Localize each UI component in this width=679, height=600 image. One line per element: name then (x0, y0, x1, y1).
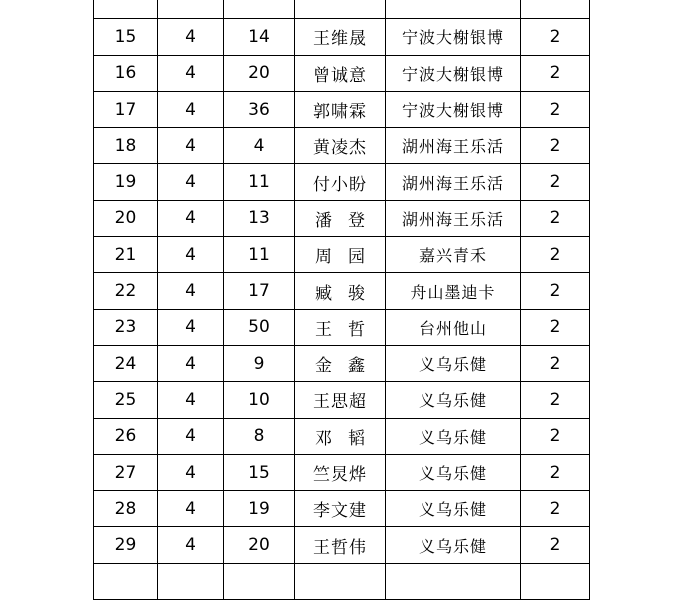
cell-bib-number: 17 (224, 273, 295, 309)
cell-count: 2 (521, 55, 590, 91)
table-row (94, 91, 590, 127)
cell-bib-number: 36 (224, 91, 295, 127)
cell-player-name: 王维晟 (295, 19, 386, 55)
cell-group: 4 (158, 345, 224, 381)
cell-count: 2 (521, 418, 590, 454)
cell-team-name: 湖州海王乐活 (386, 200, 521, 236)
cell-group: 4 (158, 382, 224, 418)
cell-count: 2 (521, 527, 590, 563)
cell-count: 2 (521, 382, 590, 418)
cell-player-name: 曾诚意 (295, 55, 386, 91)
cell-group: 4 (158, 527, 224, 563)
cell-row-number: 17 (94, 91, 158, 127)
cell-empty (224, 0, 295, 19)
cell-team-name: 宁波大榭银博 (386, 91, 521, 127)
cell-player-name (295, 237, 386, 273)
table-row (94, 527, 590, 563)
table-row (94, 55, 590, 91)
cell-count: 2 (521, 273, 590, 309)
cell-group: 4 (158, 128, 224, 164)
cell-count: 2 (521, 345, 590, 381)
cell-team-name: 义乌乐健 (386, 491, 521, 527)
cell-row-number: 16 (94, 55, 158, 91)
cell-bib-number: 10 (224, 382, 295, 418)
table-row (94, 164, 590, 200)
cell-count: 2 (521, 491, 590, 527)
cell-empty (386, 563, 521, 599)
cell-empty (295, 0, 386, 19)
table-row (94, 273, 590, 309)
cell-group: 4 (158, 164, 224, 200)
cell-team-name: 义乌乐健 (386, 345, 521, 381)
cell-empty (94, 563, 158, 599)
cell-row-number: 27 (94, 454, 158, 490)
cell-count: 2 (521, 128, 590, 164)
cell-team-name: 湖州海王乐活 (386, 128, 521, 164)
cell-bib-number: 20 (224, 55, 295, 91)
cell-empty (94, 0, 158, 19)
cell-bib-number: 11 (224, 237, 295, 273)
cell-player-name: 王哲伟 (295, 527, 386, 563)
roster-table (93, 0, 590, 600)
table-row (94, 19, 590, 55)
cell-row-number: 23 (94, 309, 158, 345)
cell-bib-number: 50 (224, 309, 295, 345)
cell-player-name: 竺炅烨 (295, 454, 386, 490)
cell-team-name: 湖州海王乐活 (386, 164, 521, 200)
cell-team-name: 宁波大榭银博 (386, 55, 521, 91)
cell-group: 4 (158, 273, 224, 309)
spaced-name-text: 潘登 (315, 210, 381, 231)
table-row (94, 491, 590, 527)
cell-player-name (295, 418, 386, 454)
cell-empty (521, 0, 590, 19)
cell-bib-number: 9 (224, 345, 295, 381)
cell-player-name: 黄凌杰 (295, 128, 386, 164)
cell-row-number: 21 (94, 237, 158, 273)
cell-row-number: 18 (94, 128, 158, 164)
cell-bib-number: 11 (224, 164, 295, 200)
cell-row-number: 24 (94, 345, 158, 381)
spaced-name-text: 王哲 (315, 319, 381, 340)
cell-count: 2 (521, 19, 590, 55)
cell-player-name: 李文建 (295, 491, 386, 527)
cell-count: 2 (521, 164, 590, 200)
cell-team-name: 舟山墨迪卡 (386, 273, 521, 309)
cell-group: 4 (158, 309, 224, 345)
spaced-name-text: 金鑫 (315, 356, 381, 377)
cell-group: 4 (158, 55, 224, 91)
cell-player-name (295, 345, 386, 381)
cell-count: 2 (521, 237, 590, 273)
table-row (94, 345, 590, 381)
cell-bib-number: 19 (224, 491, 295, 527)
cell-count: 2 (521, 454, 590, 490)
cell-group: 4 (158, 418, 224, 454)
cell-player-name (295, 273, 386, 309)
cell-player-name (295, 309, 386, 345)
cell-bib-number: 20 (224, 527, 295, 563)
cell-row-number: 29 (94, 527, 158, 563)
cell-empty (521, 563, 590, 599)
cell-row-number: 20 (94, 200, 158, 236)
cell-bib-number: 15 (224, 454, 295, 490)
cell-bib-number: 13 (224, 200, 295, 236)
cell-group: 4 (158, 454, 224, 490)
cell-row-number: 25 (94, 382, 158, 418)
cell-group: 4 (158, 200, 224, 236)
cell-bib-number: 4 (224, 128, 295, 164)
roster-table-body (94, 0, 590, 600)
cell-empty (386, 0, 521, 19)
cell-empty (295, 563, 386, 599)
cell-player-name (295, 200, 386, 236)
spaced-name-text: 周园 (315, 247, 381, 268)
top-cropped-row (94, 0, 590, 19)
cell-group: 4 (158, 19, 224, 55)
cell-bib-number: 14 (224, 19, 295, 55)
cell-team-name: 台州他山 (386, 309, 521, 345)
cell-count: 2 (521, 200, 590, 236)
cell-empty (158, 563, 224, 599)
table-row (94, 237, 590, 273)
cell-count: 2 (521, 91, 590, 127)
cell-team-name: 义乌乐健 (386, 527, 521, 563)
cell-group: 4 (158, 491, 224, 527)
cell-team-name: 义乌乐健 (386, 382, 521, 418)
table-row (94, 382, 590, 418)
cell-count: 2 (521, 309, 590, 345)
cell-team-name: 嘉兴青禾 (386, 237, 521, 273)
cell-team-name: 义乌乐健 (386, 418, 521, 454)
cell-row-number: 28 (94, 491, 158, 527)
cell-team-name: 义乌乐健 (386, 454, 521, 490)
cell-empty (224, 563, 295, 599)
cell-team-name: 宁波大榭银博 (386, 19, 521, 55)
cell-player-name: 王思超 (295, 382, 386, 418)
cell-group: 4 (158, 91, 224, 127)
cell-row-number: 26 (94, 418, 158, 454)
table-row (94, 128, 590, 164)
table-row (94, 309, 590, 345)
cell-bib-number: 8 (224, 418, 295, 454)
cell-player-name: 郭啸霖 (295, 91, 386, 127)
table-row (94, 454, 590, 490)
table-row (94, 200, 590, 236)
cell-empty (158, 0, 224, 19)
spaced-name-text: 邓韬 (315, 428, 381, 449)
bottom-cropped-row (94, 563, 590, 599)
cell-player-name: 付小盼 (295, 164, 386, 200)
cell-row-number: 22 (94, 273, 158, 309)
cell-row-number: 15 (94, 19, 158, 55)
cell-group: 4 (158, 237, 224, 273)
table-row (94, 418, 590, 454)
cell-row-number: 19 (94, 164, 158, 200)
spaced-name-text: 臧骏 (315, 283, 381, 304)
